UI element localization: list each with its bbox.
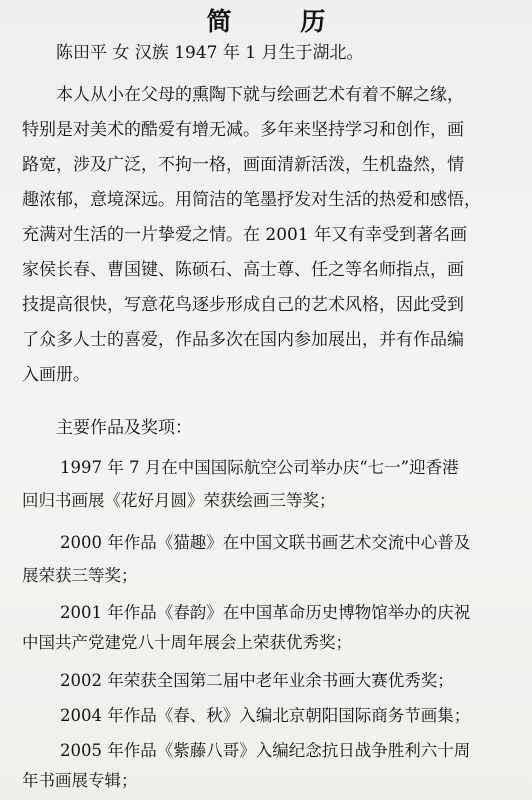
paragraph-line: 本人从小在父母的熏陶下就与绘画艺术有着不解之缘， (56, 85, 464, 105)
award-item-continued: 展荣获三等奖； (22, 566, 138, 585)
paragraph-line: 趣浓郁，意境深远。用简洁的笔墨抒发对生活的热爱和感悟， (22, 190, 481, 210)
section-heading: 主要作品及奖项： (56, 418, 192, 438)
award-item: 2000 年作品《猫趣》在中国文联书画艺术交流中心普及 (60, 533, 471, 552)
award-item-continued: 中国共产党建党八十周年展会上荣获优秀奖； (22, 633, 352, 652)
award-item: 2002 年荣获全国第二届中老年业余书画大赛优秀奖； (60, 671, 454, 690)
paragraph-line: 技提高很快，写意花鸟逐步形成自己的艺术风格，因此受到 (22, 295, 464, 315)
paragraph-line: 家侯长春、曹国键、陈硕石、高士尊、任之等名师指点，画 (22, 260, 464, 280)
paragraph-line: 充满对生活的一片挚爱之情。在 2001 年又有幸受到著名画 (22, 225, 468, 245)
award-item: 2001 年作品《春韵》在中国革命历史博物馆举办的庆祝 (60, 603, 471, 622)
award-item: 2005 年作品《紫藤八哥》入编纪念抗日战争胜利六十周 (60, 741, 471, 760)
bio-intro-line: 陈田平 女 汉族 1947 年 1 月生于湖北。 (56, 43, 364, 63)
paragraph-line: 了众多人士的喜爱，作品多次在国内参加展出，并有作品编 (22, 330, 464, 350)
award-item-continued: 回归书画展《花好月圆》荣获绘画三等奖； (22, 491, 336, 510)
award-item: 1997 年 7 月在中国国际航空公司举办庆“七一”迎香港 (60, 458, 459, 477)
paragraph-line: 特别是对美术的酷爱有增无减。多年来坚持学习和创作，画 (22, 120, 464, 140)
page-title: 简 历 (206, 7, 356, 36)
award-item-continued: 年书画展专辑； (22, 771, 138, 790)
award-item: 2004 年作品《春、秋》入编北京朝阳国际商务节画集； (60, 706, 471, 725)
paragraph-line: 路宽，涉及广泛，不拘一格，画面清新活泼，生机盎然，情 (22, 155, 464, 175)
paragraph-line: 入画册。 (22, 365, 90, 385)
